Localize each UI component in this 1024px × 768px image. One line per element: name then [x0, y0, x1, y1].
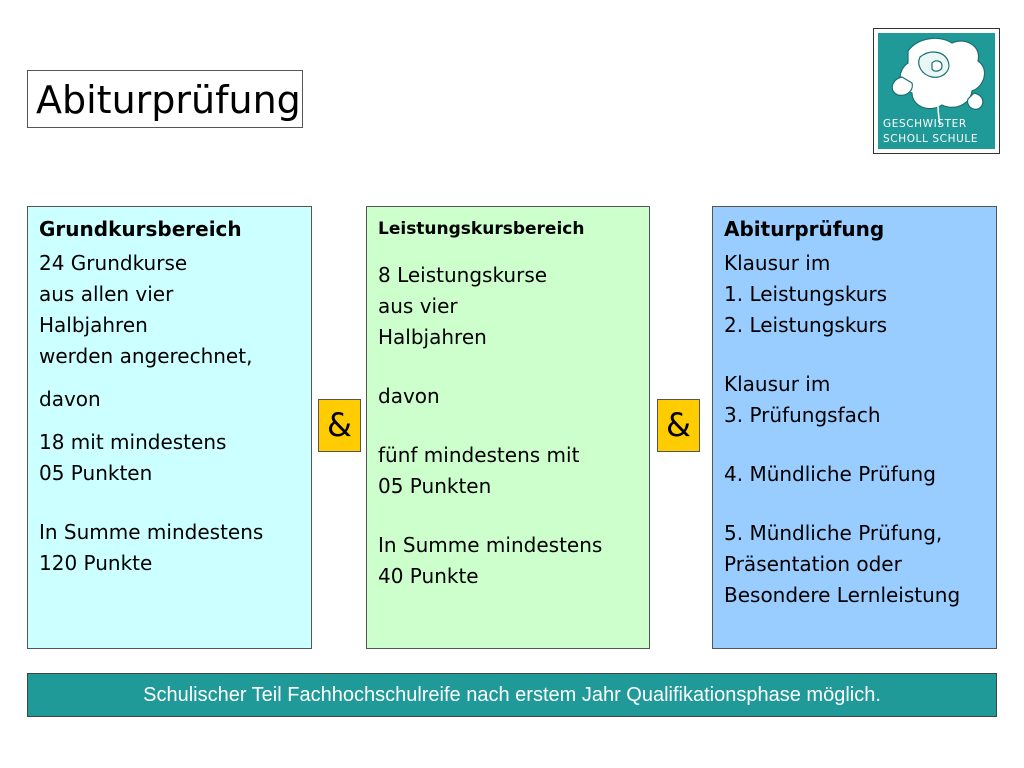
abiturpruefung-line: 4. Mündliche Prüfung	[724, 462, 936, 486]
leistungskurs-line: fünf mindestens mit	[378, 443, 580, 467]
leistungskurs-box	[366, 206, 650, 649]
page-title: Abiturprüfung	[36, 78, 301, 122]
grundkurs-line: 24 Grundkurse	[39, 251, 188, 275]
grundkurs-line: 05 Punkten	[39, 461, 153, 485]
abiturpruefung-line: Präsentation oder	[724, 552, 902, 576]
grundkurs-line: 18 mit mindestens	[39, 430, 227, 454]
grundkurs-line: Halbjahren	[39, 313, 148, 337]
and-connector: &	[318, 399, 361, 452]
abiturpruefung-line: 3. Prüfungsfach	[724, 403, 881, 427]
leistungskurs-line: aus vier	[378, 294, 458, 318]
leistungskurs-line: 05 Punkten	[378, 474, 492, 498]
grundkurs-box	[27, 206, 312, 649]
abiturpruefung-heading: Abiturprüfung	[724, 217, 885, 241]
grundkurs-line: 120 Punkte	[39, 551, 153, 575]
leistungskurs-line: 8 Leistungskurse	[378, 263, 548, 287]
rose-icon	[878, 33, 995, 149]
abiturpruefung-line: Klausur im	[724, 372, 831, 396]
logo-panel	[878, 33, 995, 149]
abiturpruefung-line: Besondere Lernleistung	[724, 583, 961, 607]
abiturpruefung-line: 1. Leistungskurs	[724, 282, 888, 306]
abiturpruefung-box	[712, 206, 997, 649]
leistungskurs-line: 40 Punkte	[378, 564, 479, 588]
grundkurs-line: werden angerechnet,	[39, 344, 253, 368]
leistungskurs-line: davon	[378, 384, 440, 408]
abiturpruefung-line: 5. Mündliche Prüfung,	[724, 521, 943, 545]
logo-text-line1: GESCHWISTER	[883, 118, 967, 130]
grundkurs-line: davon	[39, 387, 101, 411]
grundkurs-heading: Grundkursbereich	[39, 217, 242, 241]
title-box	[27, 70, 303, 128]
abiturpruefung-line: Klausur im	[724, 251, 831, 275]
leistungskurs-heading: Leistungskursbereich	[378, 219, 585, 239]
and-connector: &	[657, 399, 700, 452]
grundkurs-line: In Summe mindestens	[39, 520, 264, 544]
leistungskurs-line: Halbjahren	[378, 325, 487, 349]
footer-note: Schulischer Teil Fachhochschulreife nach erstem Jahr Qualifikationsphase möglich.	[27, 673, 997, 717]
grundkurs-line: aus allen vier	[39, 282, 174, 306]
logo-text-line2: SCHOLL SCHULE	[883, 133, 979, 145]
abiturpruefung-line: 2. Leistungskurs	[724, 313, 888, 337]
school-logo	[873, 28, 1000, 154]
leistungskurs-line: In Summe mindestens	[378, 533, 603, 557]
